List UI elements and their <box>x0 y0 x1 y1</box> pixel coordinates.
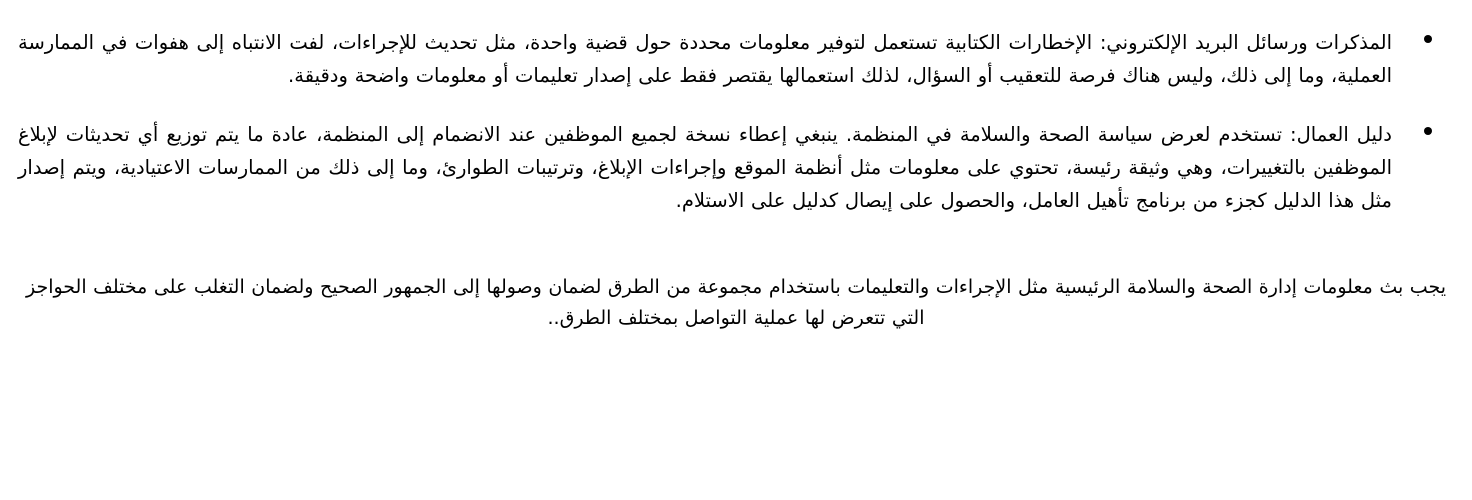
closing-paragraph-block <box>18 272 1454 334</box>
closing-paragraph: يجب بث معلومات إدارة الصحة والسلامة الرئيسية مثل الإجراءات والتعليمات باستخدام مجموعة من الطرق لضمان وصولها إلى الجمهور الصحيح ولضمان التغلب على مختلف الحواجز التي تتعرض لها عملية التواصل بمختلف الطرق.. <box>25 276 1447 329</box>
bullet-list <box>18 26 1454 218</box>
bullet-point-icon <box>1424 35 1432 43</box>
bullet-text-workers-handbook: دليل العمال: تستخدم لعرض سياسة الصحة والسلامة في المنظمة. ينبغي إعطاء نسخة لجميع الموظفين عند الانضمام إلى المنظمة، عادة ما يتم توزيع أي تحديثات لإبلاغ الموظفين بالتغييرات، وهي وثيقة رئيسة، تحتوي على معلومات مثل أنظمة الموقع وإجراءات الإبلاغ، وترتيبات الطوارئ، وما إلى ذلك من الممارسات الاعتيادية، ويتم إصدار مثل هذا الدليل كجزء من برنامج تأهيل العامل، والحصول على إيصال كدليل على الاستلام. <box>18 122 1392 213</box>
bullet-text-memos-emails: المذكرات ورسائل البريد الإلكتروني: الإخطارات الكتابية تستعمل لتوفير معلومات محددة حول قضية واحدة، مثل تحديث للإجراءات، لفت الانتباه إلى هفوات في الممارسة العملية، وما إلى ذلك، وليس هناك فرصة للتعقيب أو السؤال، لذلك استعمالها يقتصر فقط على إصدار تعليمات أو معلومات واضحة ودقيقة. <box>18 30 1392 87</box>
list-item <box>18 118 1454 217</box>
bullet-point-icon <box>1424 127 1432 135</box>
list-item <box>18 26 1454 92</box>
spacer <box>18 243 1454 253</box>
